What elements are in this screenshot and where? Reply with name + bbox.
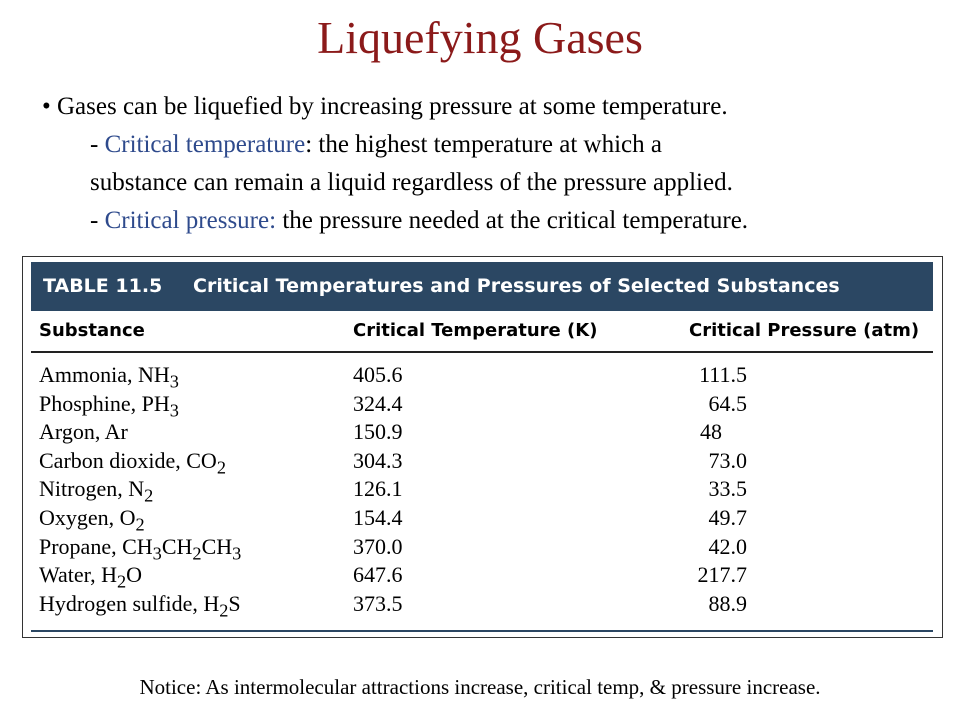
temperature-cell: 405.6 xyxy=(353,362,403,387)
sub2-prefix: - xyxy=(90,207,105,234)
bullet-critical-pressure xyxy=(42,202,952,240)
bullet-critical-temperature xyxy=(42,126,952,164)
critical-pressure-term: Critical pressure: xyxy=(104,207,277,234)
table-row xyxy=(23,504,942,533)
substance-cell: Propane, $CH_3CH_2CH_3$ xyxy=(39,533,242,563)
temperature-cell: 324.4 xyxy=(353,390,403,416)
substance-cell: Phosphine, $PH_3$ xyxy=(39,390,179,420)
table-row xyxy=(23,418,942,447)
substance-cell: Nitrogen, $N_2$ xyxy=(39,476,154,506)
substance-cell: Water, $H_2O$ xyxy=(39,562,143,592)
notice-text: Notice: As intermolecular attractions increase, critical temp, & pressure increase. xyxy=(139,675,821,699)
pressure-cell: 42.0 xyxy=(708,533,747,559)
table-row xyxy=(23,561,942,590)
table-bottom-rule xyxy=(31,630,933,632)
critical-temperature-definition-cont: substance can remain a liquid regardless of the pressure applied. xyxy=(90,169,733,196)
table-row xyxy=(23,447,942,476)
temperature-cell: 370.0 xyxy=(353,533,403,559)
table-row xyxy=(23,475,942,504)
pressure-cell: 48 xyxy=(700,419,722,445)
table-row xyxy=(23,361,942,390)
pressure-cell: 64.5 xyxy=(708,390,747,416)
table-title-bar xyxy=(31,262,933,311)
column-header-substance: Substance xyxy=(39,320,145,341)
temperature-cell: 150.9 xyxy=(353,419,403,445)
sub1-prefix: - xyxy=(90,131,105,158)
table-number: TABLE 11.5 xyxy=(43,275,163,297)
pressure-cell: 33.5 xyxy=(708,476,747,502)
substance-cell: Oxygen, $O_2$ xyxy=(39,504,145,535)
table-row xyxy=(23,533,942,562)
bullet-list xyxy=(42,88,952,240)
critical-temperature-term: Critical temperature xyxy=(104,131,306,158)
temperature-cell: 373.5 xyxy=(353,590,403,616)
critical-pressure-definition: the pressure needed at the critical temperature. xyxy=(276,207,749,234)
temperature-cell: 304.3 xyxy=(353,447,403,473)
table-row xyxy=(23,590,942,619)
table-caption: Critical Temperatures and Pressures of Selected Substances xyxy=(193,275,840,297)
pressure-cell: 73.0 xyxy=(708,447,747,473)
temperature-cell: 647.6 xyxy=(353,562,403,588)
critical-temperature-definition: : the highest temperature at which a xyxy=(305,131,662,158)
substance-cell: Argon, Ar xyxy=(39,419,128,445)
slide-title: Liquefying Gases xyxy=(317,12,643,63)
temperature-cell: 126.1 xyxy=(353,476,403,502)
pressure-cell: 111.5 xyxy=(699,362,747,387)
temperature-cell: 154.4 xyxy=(353,504,403,530)
pressure-cell: 217.7 xyxy=(697,562,747,588)
substance-cell: Carbon dioxide, $CO_2$ xyxy=(39,447,226,478)
column-header-temperature: Critical Temperature (K) xyxy=(353,320,598,341)
substance-cell: Hydrogen sulfide, $H_2S$ xyxy=(39,590,241,621)
bullet-main: • Gases can be liquefied by increasing pressure at some temperature. xyxy=(42,93,728,120)
critical-properties-table xyxy=(22,256,943,638)
table-body xyxy=(23,361,942,621)
pressure-cell: 49.7 xyxy=(708,504,747,530)
pressure-cell: 88.9 xyxy=(708,590,747,616)
substance-cell: Ammonia, $NH_3$ xyxy=(39,362,179,392)
column-header-pressure: Critical Pressure (atm) xyxy=(689,320,920,341)
table-row xyxy=(23,390,942,419)
header-divider xyxy=(31,351,933,353)
